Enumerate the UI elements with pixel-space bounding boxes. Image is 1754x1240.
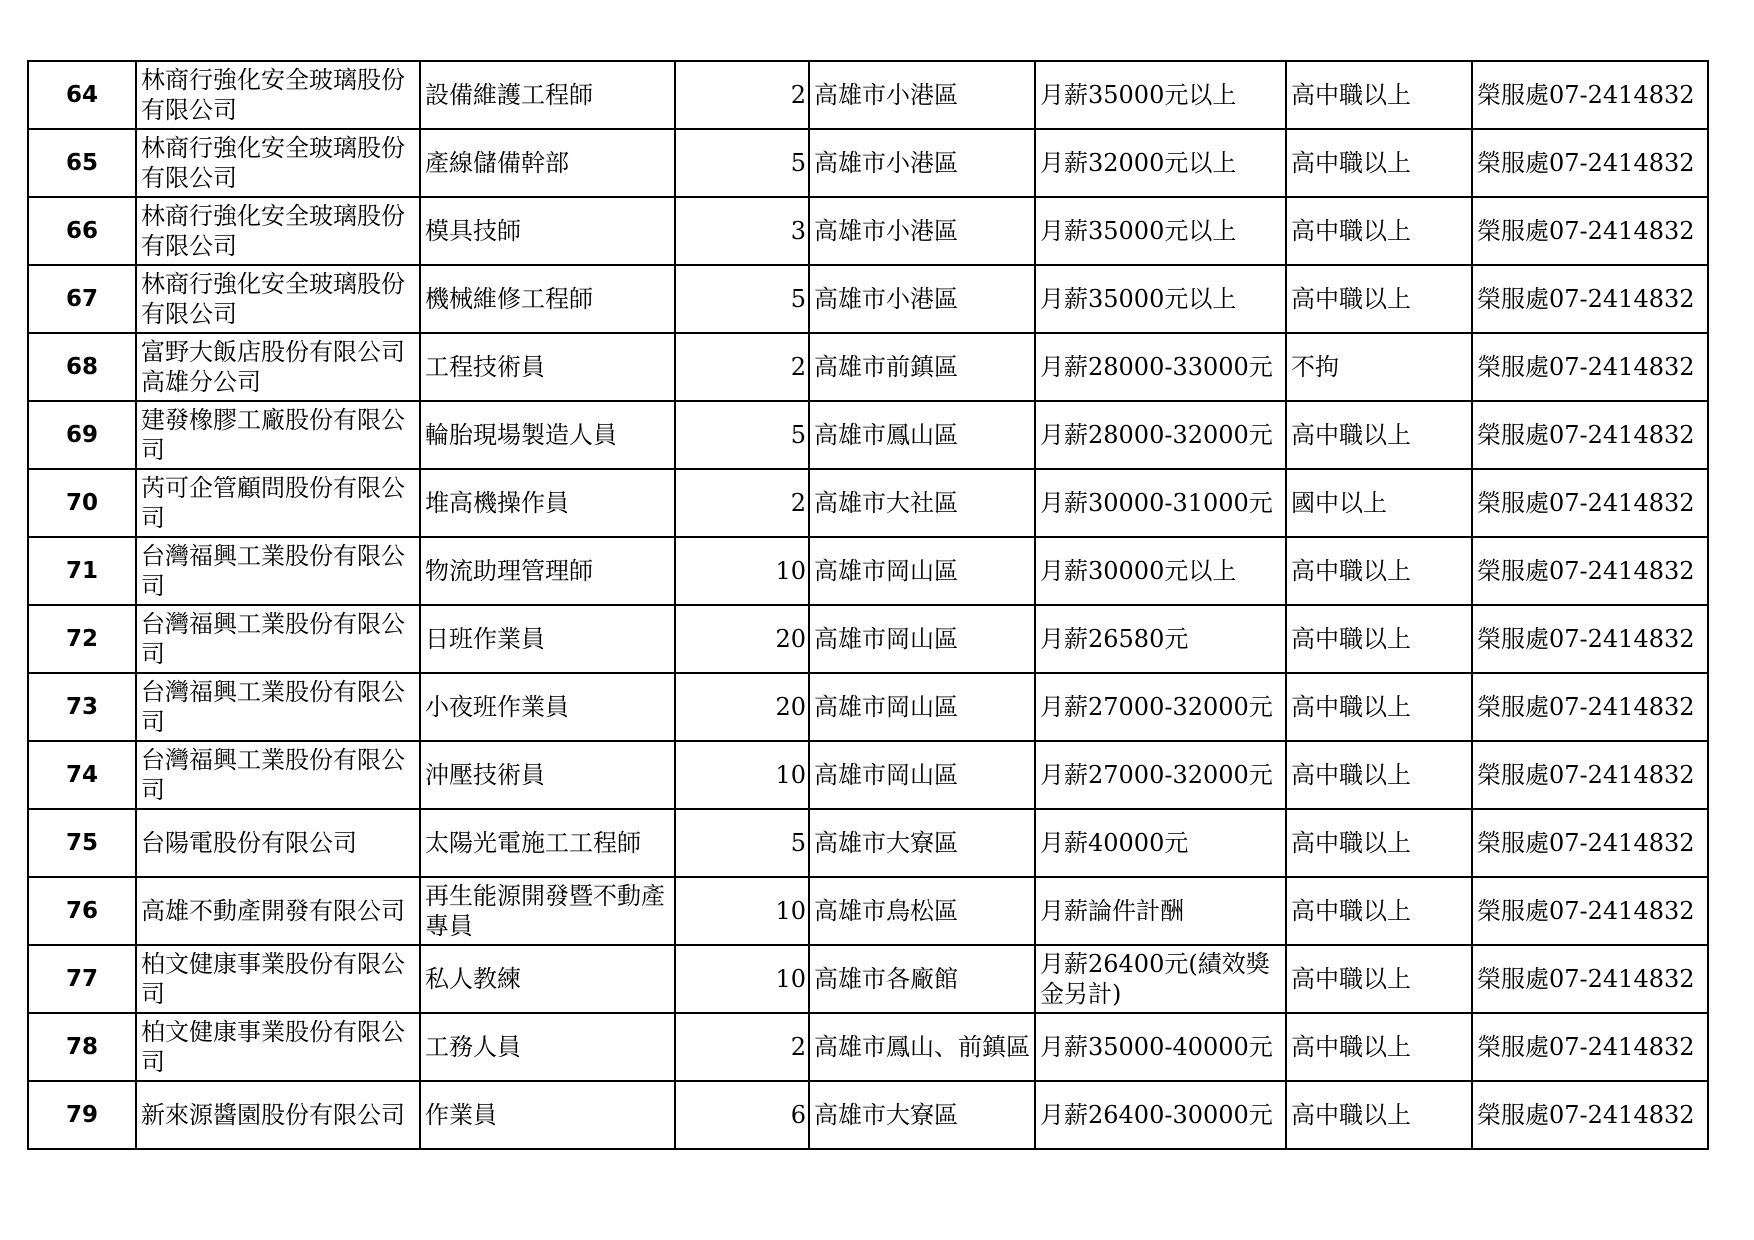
contact-info: 榮服處07-2414832 (1472, 537, 1708, 605)
contact-info: 榮服處07-2414832 (1472, 1081, 1708, 1149)
salary-info: 月薪35000元以上 (1035, 197, 1286, 265)
job-title: 物流助理管理師 (420, 537, 675, 605)
row-number: 70 (28, 469, 136, 537)
job-title: 沖壓技術員 (420, 741, 675, 809)
contact-info: 榮服處07-2414832 (1472, 469, 1708, 537)
opening-count: 2 (675, 469, 809, 537)
company-name: 林商行強化安全玻璃股份有限公司 (136, 129, 420, 197)
contact-info: 榮服處07-2414832 (1472, 129, 1708, 197)
row-number: 67 (28, 265, 136, 333)
table-row (28, 1081, 1708, 1149)
row-number: 72 (28, 605, 136, 673)
work-location: 高雄市鳥松區 (809, 877, 1035, 945)
row-number: 74 (28, 741, 136, 809)
education-requirement: 高中職以上 (1286, 61, 1472, 129)
job-title: 模具技師 (420, 197, 675, 265)
education-requirement: 高中職以上 (1286, 265, 1472, 333)
work-location: 高雄市鳳山、前鎮區 (809, 1013, 1035, 1081)
company-name: 富野大飯店股份有限公司高雄分公司 (136, 333, 420, 401)
salary-info: 月薪35000元以上 (1035, 61, 1286, 129)
row-number: 76 (28, 877, 136, 945)
table-row (28, 1013, 1708, 1081)
work-location: 高雄市各廠館 (809, 945, 1035, 1013)
opening-count: 5 (675, 265, 809, 333)
job-title: 設備維護工程師 (420, 61, 675, 129)
salary-info: 月薪30000元以上 (1035, 537, 1286, 605)
table-row (28, 741, 1708, 809)
contact-info: 榮服處07-2414832 (1472, 197, 1708, 265)
job-title: 工程技術員 (420, 333, 675, 401)
education-requirement: 高中職以上 (1286, 877, 1472, 945)
opening-count: 2 (675, 61, 809, 129)
row-number: 66 (28, 197, 136, 265)
job-title: 輪胎現場製造人員 (420, 401, 675, 469)
salary-info: 月薪28000-33000元 (1035, 333, 1286, 401)
salary-info: 月薪28000-32000元 (1035, 401, 1286, 469)
company-name: 柏文健康事業股份有限公司 (136, 1013, 420, 1081)
table-row (28, 469, 1708, 537)
job-title: 再生能源開發暨不動產專員 (420, 877, 675, 945)
row-number: 71 (28, 537, 136, 605)
table-row (28, 129, 1708, 197)
table-row (28, 537, 1708, 605)
contact-info: 榮服處07-2414832 (1472, 61, 1708, 129)
education-requirement: 高中職以上 (1286, 605, 1472, 673)
salary-info: 月薪27000-32000元 (1035, 741, 1286, 809)
contact-info: 榮服處07-2414832 (1472, 605, 1708, 673)
job-title: 日班作業員 (420, 605, 675, 673)
education-requirement: 不拘 (1286, 333, 1472, 401)
salary-info: 月薪26400元(績效獎金另計) (1035, 945, 1286, 1013)
company-name: 芮可企管顧問股份有限公司 (136, 469, 420, 537)
row-number: 68 (28, 333, 136, 401)
company-name: 台陽電股份有限公司 (136, 809, 420, 877)
company-name: 林商行強化安全玻璃股份有限公司 (136, 61, 420, 129)
company-name: 柏文健康事業股份有限公司 (136, 945, 420, 1013)
work-location: 高雄市岡山區 (809, 673, 1035, 741)
table-row (28, 673, 1708, 741)
education-requirement: 國中以上 (1286, 469, 1472, 537)
contact-info: 榮服處07-2414832 (1472, 945, 1708, 1013)
table-body (28, 61, 1708, 1149)
education-requirement: 高中職以上 (1286, 673, 1472, 741)
salary-info: 月薪35000元以上 (1035, 265, 1286, 333)
table-row (28, 333, 1708, 401)
salary-info: 月薪35000-40000元 (1035, 1013, 1286, 1081)
salary-info: 月薪30000-31000元 (1035, 469, 1286, 537)
education-requirement: 高中職以上 (1286, 809, 1472, 877)
education-requirement: 高中職以上 (1286, 945, 1472, 1013)
opening-count: 2 (675, 333, 809, 401)
opening-count: 3 (675, 197, 809, 265)
opening-count: 10 (675, 877, 809, 945)
company-name: 高雄不動產開發有限公司 (136, 877, 420, 945)
company-name: 林商行強化安全玻璃股份有限公司 (136, 265, 420, 333)
job-listings-table (27, 60, 1709, 1150)
row-number: 65 (28, 129, 136, 197)
salary-info: 月薪40000元 (1035, 809, 1286, 877)
row-number: 64 (28, 61, 136, 129)
work-location: 高雄市小港區 (809, 61, 1035, 129)
opening-count: 5 (675, 401, 809, 469)
table-row (28, 605, 1708, 673)
work-location: 高雄市大社區 (809, 469, 1035, 537)
contact-info: 榮服處07-2414832 (1472, 809, 1708, 877)
opening-count: 10 (675, 537, 809, 605)
contact-info: 榮服處07-2414832 (1472, 401, 1708, 469)
company-name: 台灣福興工業股份有限公司 (136, 673, 420, 741)
row-number: 69 (28, 401, 136, 469)
work-location: 高雄市岡山區 (809, 741, 1035, 809)
education-requirement: 高中職以上 (1286, 537, 1472, 605)
contact-info: 榮服處07-2414832 (1472, 877, 1708, 945)
work-location: 高雄市岡山區 (809, 605, 1035, 673)
education-requirement: 高中職以上 (1286, 401, 1472, 469)
education-requirement: 高中職以上 (1286, 129, 1472, 197)
opening-count: 20 (675, 673, 809, 741)
salary-info: 月薪論件計酬 (1035, 877, 1286, 945)
job-title: 產線儲備幹部 (420, 129, 675, 197)
job-title: 堆高機操作員 (420, 469, 675, 537)
work-location: 高雄市大寮區 (809, 809, 1035, 877)
salary-info: 月薪26400-30000元 (1035, 1081, 1286, 1149)
job-title: 工務人員 (420, 1013, 675, 1081)
company-name: 台灣福興工業股份有限公司 (136, 605, 420, 673)
work-location: 高雄市岡山區 (809, 537, 1035, 605)
row-number: 73 (28, 673, 136, 741)
education-requirement: 高中職以上 (1286, 1081, 1472, 1149)
work-location: 高雄市前鎮區 (809, 333, 1035, 401)
row-number: 79 (28, 1081, 136, 1149)
table-row (28, 945, 1708, 1013)
opening-count: 20 (675, 605, 809, 673)
table-row (28, 265, 1708, 333)
table-row (28, 809, 1708, 877)
table-row (28, 877, 1708, 945)
work-location: 高雄市小港區 (809, 197, 1035, 265)
table-row (28, 401, 1708, 469)
education-requirement: 高中職以上 (1286, 1013, 1472, 1081)
work-location: 高雄市大寮區 (809, 1081, 1035, 1149)
contact-info: 榮服處07-2414832 (1472, 1013, 1708, 1081)
contact-info: 榮服處07-2414832 (1472, 333, 1708, 401)
opening-count: 10 (675, 945, 809, 1013)
company-name: 林商行強化安全玻璃股份有限公司 (136, 197, 420, 265)
salary-info: 月薪26580元 (1035, 605, 1286, 673)
work-location: 高雄市小港區 (809, 129, 1035, 197)
opening-count: 6 (675, 1081, 809, 1149)
work-location: 高雄市小港區 (809, 265, 1035, 333)
row-number: 75 (28, 809, 136, 877)
company-name: 新來源醬園股份有限公司 (136, 1081, 420, 1149)
table-row (28, 61, 1708, 129)
salary-info: 月薪32000元以上 (1035, 129, 1286, 197)
contact-info: 榮服處07-2414832 (1472, 265, 1708, 333)
table-row (28, 197, 1708, 265)
job-title: 私人教練 (420, 945, 675, 1013)
opening-count: 10 (675, 741, 809, 809)
education-requirement: 高中職以上 (1286, 197, 1472, 265)
opening-count: 2 (675, 1013, 809, 1081)
company-name: 建發橡膠工廠股份有限公司 (136, 401, 420, 469)
company-name: 台灣福興工業股份有限公司 (136, 537, 420, 605)
opening-count: 5 (675, 809, 809, 877)
row-number: 77 (28, 945, 136, 1013)
contact-info: 榮服處07-2414832 (1472, 741, 1708, 809)
job-title: 作業員 (420, 1081, 675, 1149)
education-requirement: 高中職以上 (1286, 741, 1472, 809)
job-title: 機械維修工程師 (420, 265, 675, 333)
job-title: 太陽光電施工工程師 (420, 809, 675, 877)
company-name: 台灣福興工業股份有限公司 (136, 741, 420, 809)
job-title: 小夜班作業員 (420, 673, 675, 741)
salary-info: 月薪27000-32000元 (1035, 673, 1286, 741)
row-number: 78 (28, 1013, 136, 1081)
opening-count: 5 (675, 129, 809, 197)
work-location: 高雄市鳳山區 (809, 401, 1035, 469)
contact-info: 榮服處07-2414832 (1472, 673, 1708, 741)
